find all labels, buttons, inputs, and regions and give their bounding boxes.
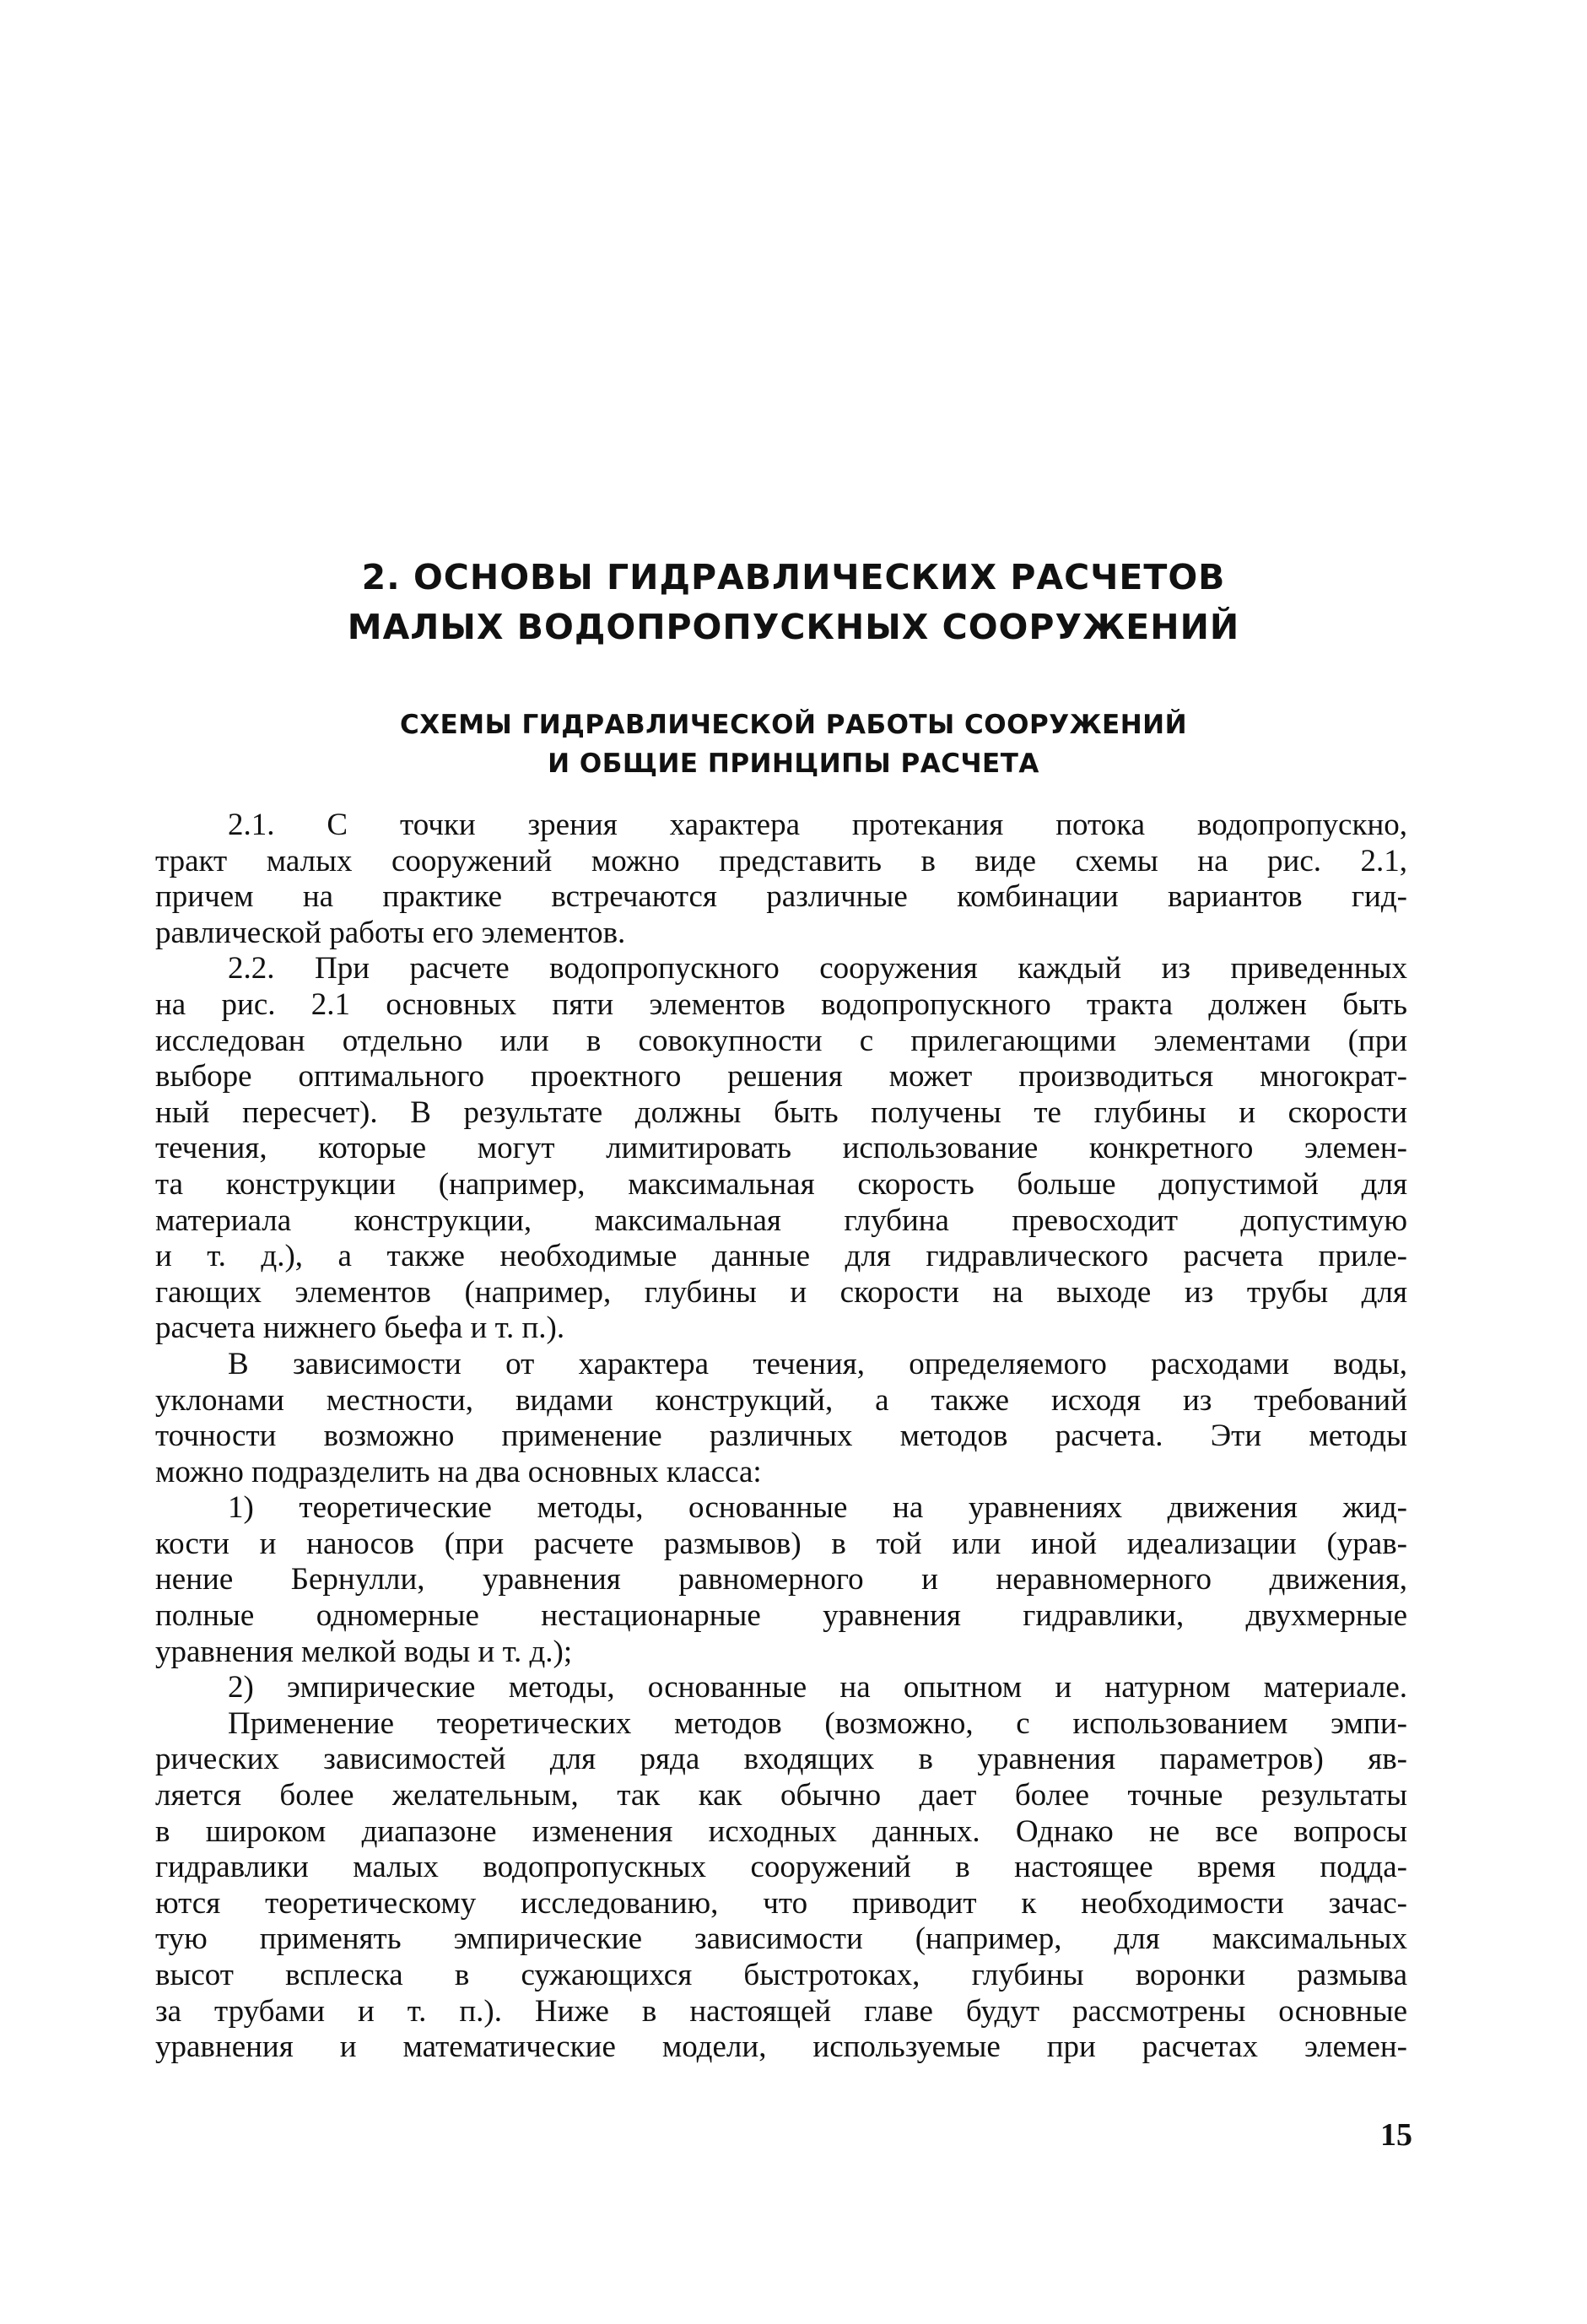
- list-item-line: уравнения мелкой воды и т. д.);: [155, 1634, 573, 1669]
- list-item-line: полные одномерные нестационарные уравнения гидравлики, двухмерные: [155, 1598, 1407, 1634]
- paragraph-line: в широком диапазоне изменения исходных данных. Однако не все вопросы: [155, 1813, 1407, 1849]
- paragraph-line: та конструкции (например, максимальная скорость больше допустимой для: [155, 1166, 1407, 1202]
- paragraph-line: материала конструкции, максимальная глубина превосходит допустимую: [155, 1203, 1407, 1238]
- paragraph-line: точности возможно применение различных методов расчета. Эти методы: [155, 1419, 1407, 1454]
- paragraph-line: В зависимости от характера течения, определяемого расходами воды,: [228, 1346, 1407, 1381]
- list-item-line: 1) теоретические методы, основанные на уравнениях движения жид-: [228, 1490, 1407, 1526]
- paragraph-line: и т. д.), а также необходимые данные для гидравлического расчета приле-: [155, 1239, 1407, 1274]
- paragraph-line: течения, которые могут лимитировать использование конкретного элемен-: [155, 1131, 1407, 1166]
- paragraph-line: 2.2. При расчете водопропускного сооружения каждый из приведенных: [228, 951, 1407, 986]
- body-text: [155, 808, 1407, 2066]
- paragraph-line: 2.1. С точки зрения характера протекания потока водопропускно,: [228, 808, 1407, 842]
- paragraph-line: рических зависимостей для ряда входящих в уравнения параметров) яв-: [155, 1742, 1407, 1777]
- paragraph-line: на рис. 2.1 основных пяти элементов водопропускного тракта должен быть: [155, 986, 1407, 1022]
- paragraph-line: гидравлики малых водопропускных сооружений в настоящее время подда-: [155, 1850, 1407, 1885]
- section-title-line: СХЕМЫ ГИДРАВЛИЧЕСКОЙ РАБОТЫ СООРУЖЕНИЙ: [399, 710, 1188, 740]
- paragraph-line: исследован отдельно или в совокупности с прилегающими элементами (при: [155, 1023, 1407, 1058]
- list-item-line: 2) эмпирические методы, основанные на опытном и натурном материале.: [228, 1670, 1407, 1705]
- chapter-title-line: 2. ОСНОВЫ ГИДРАВЛИЧЕСКИХ РАСЧЕТОВ: [361, 557, 1226, 597]
- paragraph-line: ный пересчет). В результате должны быть получены те глубины и скорости: [155, 1094, 1407, 1130]
- paragraph-line: тую применять эмпирические зависимости (например, для максимальных: [155, 1921, 1407, 1957]
- paragraph-line: за трубами и т. п.). Ниже в настоящей главе будут рассмотрены основные: [155, 1993, 1407, 2029]
- paragraph-line: ются теоретическому исследованию, что приводит к необходимости зачас-: [155, 1885, 1407, 1921]
- paragraph-line: можно подразделить на два основных класса:: [155, 1454, 762, 1489]
- paragraph-line: тракт малых сооружений можно представить в виде схемы на рис. 2.1,: [155, 843, 1407, 878]
- paragraph-line: уравнения и математические модели, используемые при расчетах элемен-: [155, 2029, 1407, 2065]
- list-item-line: нение Бернулли, уравнения равномерного и неравномерного движения,: [155, 1562, 1407, 1597]
- paragraph-line: выборе оптимального проектного решения может производиться многократ-: [155, 1059, 1407, 1094]
- page-number: 15: [1380, 2117, 1412, 2153]
- section-title: [0, 705, 1587, 783]
- paragraph-line: гающих элементов (например, глубины и скорости на выходе из трубы для: [155, 1274, 1407, 1310]
- paragraph-line: Применение теоретических методов (возможно, с использованием эмпи-: [228, 1705, 1407, 1741]
- paragraph-line: равлической работы его элементов.: [155, 915, 626, 950]
- paragraph-line: причем на практике встречаются различные комбинации вариантов гид-: [155, 879, 1407, 915]
- list-item-line: кости и наносов (при расчете размывов) в той или иной идеализации (урав-: [155, 1526, 1407, 1561]
- paragraph-line: ляется более желательным, так как обычно дает более точные результаты: [155, 1778, 1407, 1813]
- chapter-title-line: МАЛЫХ ВОДОПРОПУСКНЫХ СООРУЖЕНИЙ: [347, 607, 1240, 647]
- paragraph-line: высот всплеска в сужающихся быстротоках, глубины воронки размыва: [155, 1958, 1407, 1992]
- paragraph-line: уклонами местности, видами конструкций, а также исходя из требований: [155, 1382, 1407, 1418]
- section-title-line: И ОБЩИЕ ПРИНЦИПЫ РАСЧЕТА: [548, 749, 1039, 779]
- paragraph-line: расчета нижнего бьефа и т. п.).: [155, 1311, 565, 1346]
- chapter-title: [0, 553, 1587, 652]
